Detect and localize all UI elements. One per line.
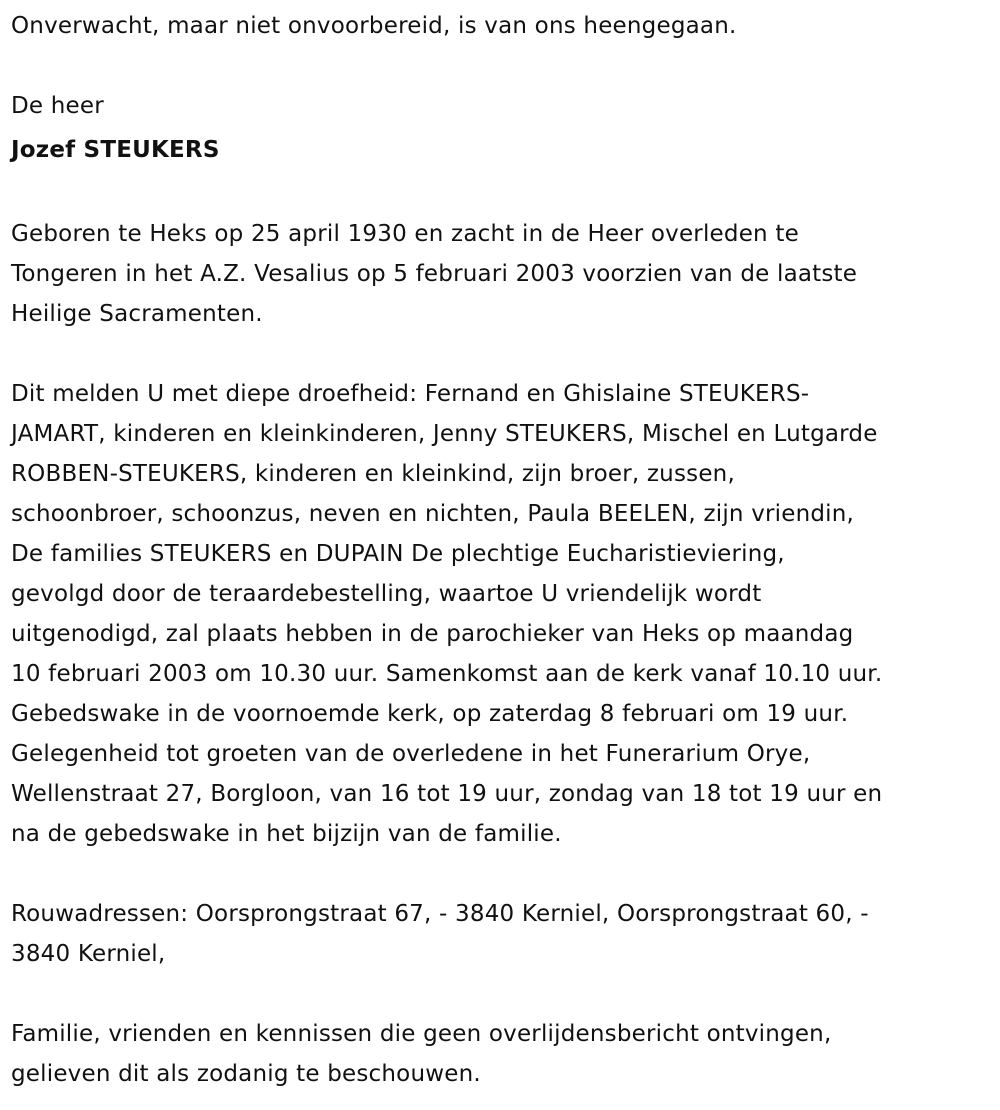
intro-paragraph [11, 6, 990, 46]
announcement-line: Gelegenheid tot groeten van de overledene in het Funerarium Orye, [11, 741, 811, 767]
closing-paragraph [11, 1014, 990, 1094]
announcement-line: na de gebedswake in het bijzijn van de familie. [11, 821, 562, 847]
announcement-line: gevolgd door de teraardebestelling, waartoe U vriendelijk wordt [11, 581, 762, 607]
intro-line: Onverwacht, maar niet onvoorbereid, is van ons heengegaan. [11, 13, 737, 39]
salutation: De heer [11, 93, 104, 119]
announcement-line: uitgenodigd, zal plaats hebben in de parochieker van Heks op maandag [11, 621, 854, 647]
address-paragraph [11, 894, 990, 974]
birth-line: Heilige Sacramenten. [11, 301, 263, 327]
announcement-line: De families STEUKERS en DUPAIN De plechtige Eucharistieviering, [11, 541, 785, 567]
announcement-line: Dit melden U met diepe droefheid: Fernand en Ghislaine STEUKERS- [11, 381, 810, 407]
deceased-name: Jozef STEUKERS [11, 137, 220, 163]
address-line: Rouwadressen: Oorsprongstraat 67, - 3840 Kerniel, Oorsprongstraat 60, - [11, 901, 869, 927]
closing-line: gelieven dit als zodanig te beschouwen. [11, 1061, 481, 1087]
announcement-line: ROBBEN-STEUKERS, kinderen en kleinkind, zijn broer, zussen, [11, 461, 735, 487]
announcement-line: JAMART, kinderen en kleinkinderen, Jenny STEUKERS, Mischel en Lutgarde [11, 421, 878, 447]
closing-line: Familie, vrienden en kennissen die geen overlijdensbericht ontvingen, [11, 1021, 832, 1047]
announcement-line: 10 februari 2003 om 10.30 uur. Samenkomst aan de kerk vanaf 10.10 uur. [11, 661, 883, 687]
announcement-line: Wellenstraat 27, Borgloon, van 16 tot 19 uur, zondag van 18 tot 19 uur en [11, 781, 883, 807]
announcement-line: Gebedswake in de voornoemde kerk, op zaterdag 8 februari om 19 uur. [11, 701, 849, 727]
birth-line: Geboren te Heks op 25 april 1930 en zacht in de Heer overleden te [11, 221, 799, 247]
announcement-line: schoonbroer, schoonzus, neven en nichten, Paula BEELEN, zijn vriendin, [11, 501, 855, 527]
announcement-paragraph [11, 374, 990, 854]
address-line: 3840 Kerniel, [11, 941, 166, 967]
birth-line: Tongeren in het A.Z. Vesalius op 5 februari 2003 voorzien van de laatste [11, 261, 858, 287]
birth-paragraph [11, 214, 990, 334]
